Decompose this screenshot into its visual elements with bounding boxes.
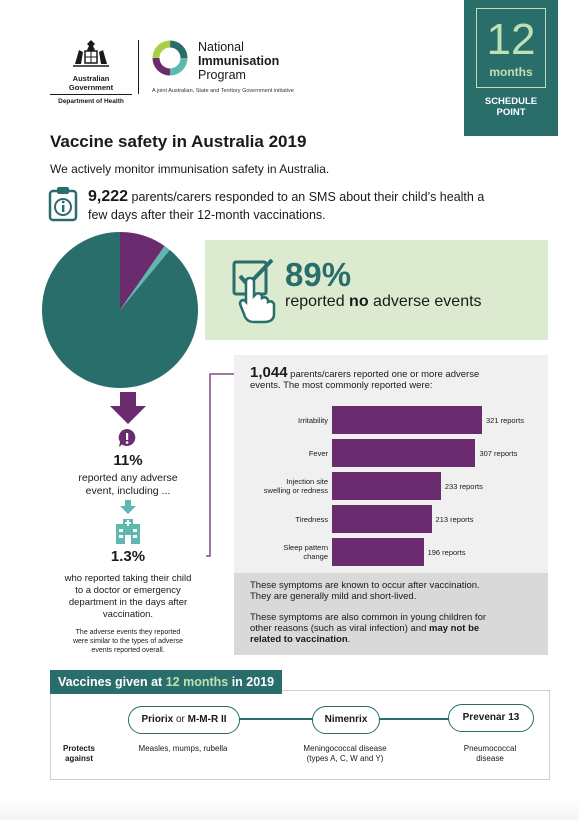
vaccine-name-or: or (173, 714, 188, 725)
symptoms-text-b (250, 612, 540, 645)
bar-value-label: 196 reports (427, 548, 466, 557)
against-prevenar (430, 744, 550, 764)
bar-label: Tiredness (295, 514, 328, 524)
vaccine-pill-priorix (128, 706, 240, 734)
badge-schedule-line-2: POINT (496, 107, 526, 118)
symptoms-line-4: other reasons (such as viral infection) and (250, 623, 430, 634)
protects-line-1: Protects (62, 744, 95, 753)
bar-value-label: 321 reports (486, 416, 524, 425)
adverse-events-bar-chart (234, 402, 548, 572)
bar-label: Sleep pattern change (283, 543, 328, 561)
schedule-badge (464, 0, 558, 136)
page-intro: We actively monitor immunisation safety in Australia. (50, 162, 330, 176)
gov-name: Australian Government (68, 74, 114, 92)
bar-label: Injection site swelling or redness (263, 477, 328, 495)
against-priorix (118, 744, 248, 754)
symptoms-line-1: These symptoms are known to occur after vaccination. (250, 580, 480, 591)
no-adverse-percent: 89% (285, 256, 352, 293)
bar (332, 439, 475, 467)
bar (332, 505, 432, 533)
no-adverse-text-bold: no (349, 293, 369, 310)
bar-value-label: 233 reports (444, 482, 483, 491)
sms-response-text (88, 188, 528, 224)
vaccine-pill-prevenar (448, 704, 534, 732)
similar-text-2: were similar to the types of adverse (72, 638, 184, 645)
adverse-text-2: event, including ... (85, 485, 171, 497)
sms-count: 9,222 (88, 188, 129, 205)
no-adverse-text-before: reported (285, 293, 350, 310)
bar (332, 538, 424, 566)
against-priorix-line-1: Measles, mumps, rubella (138, 744, 228, 753)
adverse-percent: 11% (113, 452, 143, 469)
no-adverse-text-after: adverse events (368, 293, 482, 310)
doctor-text-2: to a doctor or emergency (75, 585, 181, 596)
vaccines-header-highlight: 12 months (165, 675, 229, 689)
vaccine-name-mmr: M-M-R II (187, 714, 227, 725)
gov-dept: Department of Health (50, 94, 132, 106)
badge-schedule-line-1: SCHEDULE (484, 96, 538, 107)
nip-line-3: Program (198, 68, 246, 82)
vaccines-header-before: Vaccines given at (58, 675, 166, 689)
no-adverse-text (285, 293, 482, 311)
nip-line-2: Immunisation (198, 54, 280, 68)
adverse-events-pie (40, 230, 200, 390)
coat-of-arms-icon (69, 38, 113, 68)
symptoms-line-4-bold: may not be (429, 623, 480, 634)
protects-against-label (56, 744, 102, 764)
vaccine-name-nimenrix: Nimenrix (324, 714, 368, 725)
alert-bubble-icon (117, 428, 137, 448)
symptoms-line-5-bold: related to vaccination (250, 634, 348, 645)
bar-value-label: 307 reports (479, 449, 518, 458)
bar-label: Irritability (297, 415, 328, 425)
down-arrow-icon (108, 392, 148, 424)
reported-count: 1,044 (250, 364, 288, 381)
nip-line-1: National (198, 40, 244, 54)
against-nimenrix-line-2: (types A, C, W and Y) (306, 754, 384, 763)
footer-shade (0, 800, 579, 820)
against-nimenrix-line-1: Meningococcal disease (303, 744, 387, 753)
doctor-percent: 1.3% (110, 548, 146, 565)
reported-text (250, 364, 540, 391)
similar-text-1: The adverse events they reported (75, 629, 181, 636)
australian-government-logo (50, 38, 132, 106)
vaccines-header (50, 670, 282, 694)
bar (332, 406, 482, 434)
vaccine-name-priorix: Priorix (141, 714, 174, 725)
symptoms-line-5: . (347, 634, 351, 645)
badge-box (476, 8, 546, 88)
vaccine-name-prevenar: Prevenar 13 (462, 712, 520, 723)
hospital-icon (114, 518, 142, 544)
symptoms-line-3: These symptoms are also common in young children for (250, 612, 487, 623)
reported-text-1: parents/carers reported one or more adverse (287, 369, 480, 380)
doctor-text (50, 573, 206, 621)
vaccines-header-after: in 2019 (228, 675, 275, 689)
bar-label: Fever (308, 448, 328, 458)
against-nimenrix (280, 744, 410, 764)
page-title: Vaccine safety in Australia 2019 (50, 132, 307, 151)
nip-subtitle: A joint Australian, State and Territory Government initiative (152, 88, 294, 94)
badge-unit: months (489, 65, 533, 79)
against-prevenar-line-1: Pneumococcal (463, 744, 517, 753)
badge-number: 12 (486, 15, 536, 64)
header-divider (138, 40, 139, 94)
checkbox-hand-icon (232, 258, 276, 324)
reported-text-2: events. The most commonly reported were: (250, 380, 433, 391)
bar (332, 472, 441, 500)
doctor-text-4: vaccination. (102, 609, 154, 620)
clipboard-info-icon (48, 186, 78, 222)
bar-value-label: 213 reports (435, 515, 474, 524)
small-down-arrow-icon (120, 500, 136, 514)
protects-line-2: against (64, 754, 93, 763)
doctor-text-3: department in the days after (68, 597, 188, 608)
adverse-text (60, 472, 196, 498)
nip-ring-icon (152, 40, 188, 76)
symptoms-line-2: They are generally mild and short-lived. (250, 591, 417, 602)
badge-schedule (464, 96, 558, 118)
vaccine-pill-nimenrix (312, 706, 380, 734)
adverse-text-1: reported any adverse (78, 472, 178, 484)
similar-events-text (50, 628, 206, 655)
nip-title (198, 40, 279, 82)
doctor-text-1: who reported taking their child (64, 573, 192, 584)
sms-text-2: few days after their 12-month vaccinations. (88, 208, 326, 222)
sms-text-1: parents/carers responded to an SMS about their child’s health a (128, 190, 485, 204)
similar-text-3: events reported overall. (91, 647, 165, 654)
symptoms-text-a (250, 580, 540, 602)
against-prevenar-line-2: disease (476, 754, 504, 763)
